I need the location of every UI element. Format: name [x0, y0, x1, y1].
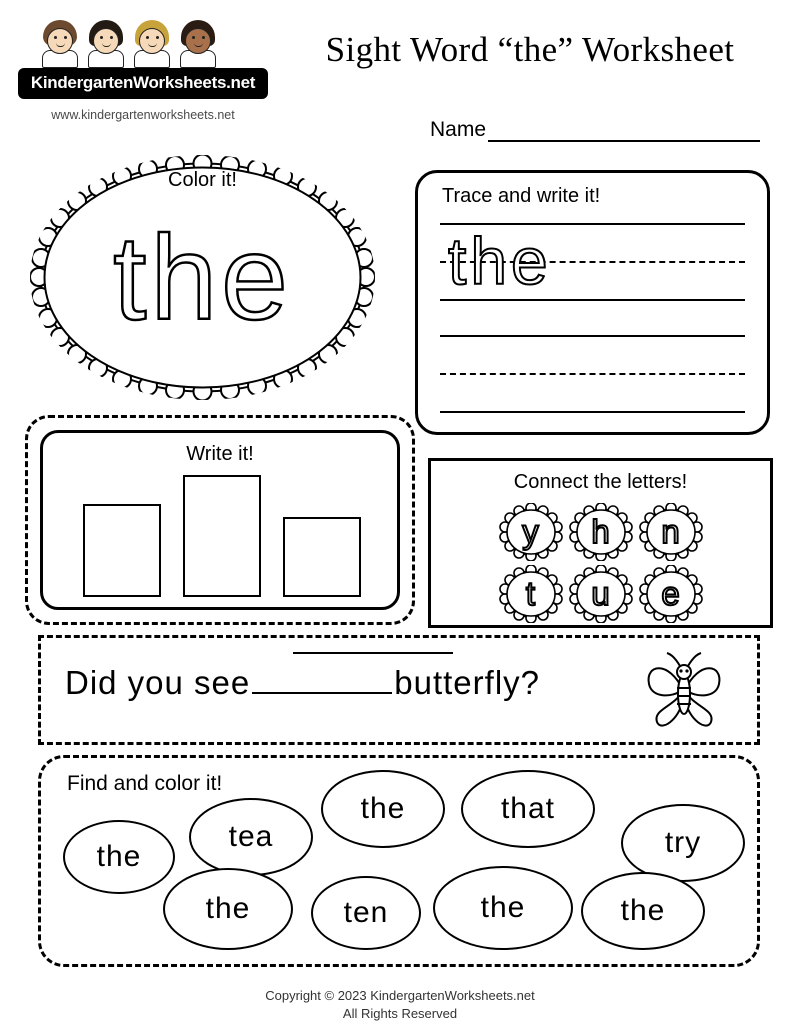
connect-letters-row	[453, 565, 748, 623]
sentence-section	[38, 635, 760, 745]
butterfly-icon	[639, 650, 729, 734]
word-oval-text: tea	[228, 820, 274, 853]
letter-bubble[interactable]	[639, 565, 703, 623]
trace-title: Trace and write it!	[442, 185, 601, 207]
letter-bubble-text: n	[661, 513, 680, 550]
letter-bubble[interactable]	[499, 503, 563, 561]
letter-bubble[interactable]	[569, 565, 633, 623]
word-oval-text: the	[205, 892, 251, 925]
footer-rights: All Rights Reserved	[342, 1006, 458, 1021]
find-and-color-section	[38, 755, 760, 967]
footer	[0, 987, 800, 1023]
site-logo[interactable]	[18, 18, 278, 122]
word-oval-text: that	[500, 792, 556, 825]
word-oval[interactable]	[321, 770, 445, 848]
write-it-inner-frame	[40, 430, 400, 610]
sentence-text	[65, 664, 540, 702]
page-title: Sight Word “the” Worksheet	[325, 30, 735, 69]
sentence-after: butterfly?	[394, 664, 541, 701]
letter-bubble[interactable]	[499, 565, 563, 623]
word-oval[interactable]	[63, 820, 175, 894]
letter-bubble-text: y	[522, 513, 539, 550]
color-it-section	[30, 155, 375, 400]
sentence-inline-blank[interactable]	[252, 664, 392, 694]
connect-letters-title: Connect the letters!	[513, 471, 688, 493]
write-it-section	[25, 415, 415, 625]
word-oval[interactable]	[433, 866, 573, 950]
word-oval[interactable]	[461, 770, 595, 848]
word-oval[interactable]	[189, 798, 313, 876]
sentence-answer-blank[interactable]	[293, 652, 453, 654]
write-it-label: Write it!	[186, 443, 254, 465]
trace-and-write-section	[415, 170, 770, 435]
name-field[interactable]	[430, 118, 760, 142]
logo-wordmark[interactable]	[18, 68, 268, 99]
word-oval-text: try	[664, 826, 702, 859]
word-oval[interactable]	[581, 872, 705, 950]
kid-figure	[132, 20, 172, 66]
name-label: Name	[430, 118, 487, 141]
logo-text: KindergartenWorksheets	[30, 73, 227, 92]
color-it-word[interactable]: the	[113, 211, 292, 345]
name-blank-line[interactable]	[488, 122, 760, 142]
write-box[interactable]	[83, 504, 161, 597]
site-url: www.kindergartenworksheets.net	[51, 108, 235, 122]
connect-letters-grid	[453, 503, 748, 623]
letter-bubble-text: h	[591, 513, 610, 550]
color-it-label: Color it!	[168, 169, 237, 191]
letter-bubble-text: u	[591, 575, 610, 612]
footer-copyright: Copyright © 2023 KindergartenWorksheets.net	[265, 988, 535, 1003]
letter-bubble-text: e	[661, 575, 680, 612]
word-oval[interactable]	[311, 876, 421, 950]
word-oval-text: the	[480, 891, 526, 924]
find-and-color-title: Find and color it!	[67, 772, 223, 795]
letter-bubble[interactable]	[639, 503, 703, 561]
logo-text-suffix: .net	[226, 73, 256, 92]
word-oval-text: the	[96, 840, 142, 873]
sentence-before: Did you see	[65, 664, 251, 701]
word-oval-text: ten	[343, 896, 389, 929]
trace-word[interactable]: the	[448, 224, 552, 298]
kid-figure	[40, 20, 80, 66]
connect-letters-section	[428, 458, 773, 628]
write-box[interactable]	[183, 475, 261, 597]
word-oval-text: the	[360, 792, 406, 825]
letter-bubble[interactable]	[569, 503, 633, 561]
letter-bubble-text: t	[525, 575, 536, 612]
word-oval-text: the	[620, 894, 666, 927]
kid-figure	[178, 20, 218, 66]
word-oval[interactable]	[621, 804, 745, 882]
word-oval[interactable]	[163, 868, 293, 950]
write-it-boxes	[83, 472, 373, 597]
kids-illustration	[18, 18, 268, 74]
kid-figure	[86, 20, 126, 66]
connect-letters-row	[453, 503, 748, 561]
write-box[interactable]	[283, 517, 361, 597]
write-line-base	[440, 411, 745, 413]
